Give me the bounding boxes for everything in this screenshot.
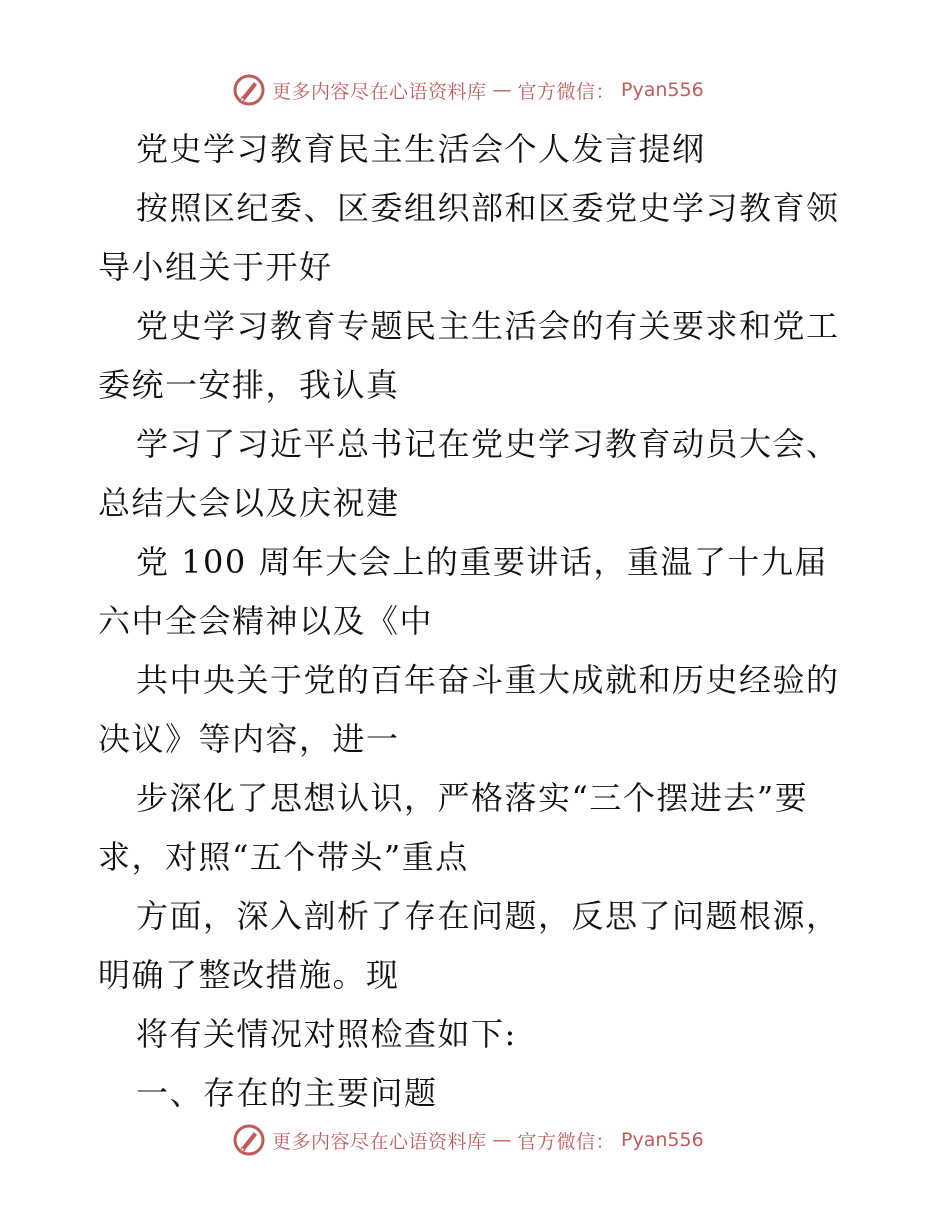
- watermark-text: 更多内容尽在心语资料库: [272, 80, 487, 103]
- doc-line: 明确了整改措施。现: [98, 956, 400, 994]
- doc-line: 共中央关于党的百年奋斗重大成就和历史经验的: [136, 661, 840, 699]
- watermark-footer: [232, 1122, 704, 1158]
- watermark-header: [232, 72, 704, 108]
- doc-line: 按照区纪委、区委组织部和区委党史学习教育领: [136, 189, 840, 227]
- watermark-label: 官方微信：: [517, 80, 616, 103]
- doc-line: 党 100 周年大会上的重要讲话，重温了十九届: [136, 543, 828, 581]
- doc-line: 步深化了思想认识，严格落实“三个摆进去”要: [136, 779, 809, 817]
- pen-logo-icon: [232, 73, 266, 107]
- watermark-label: 官方微信：: [517, 1130, 616, 1153]
- watermark-dash: —: [492, 1129, 512, 1151]
- doc-section-heading: 一、存在的主要问题: [136, 1074, 438, 1112]
- watermark-id: Pyan556: [621, 79, 704, 101]
- doc-line: 六中全会精神以及《中: [98, 602, 434, 640]
- doc-line: 党史学习教育专题民主生活会的有关要求和党工: [136, 307, 840, 345]
- pen-logo-icon: [232, 1123, 266, 1157]
- doc-title: 党史学习教育民主生活会个人发言提纲: [136, 130, 706, 168]
- doc-line: 总结大会以及庆祝建: [98, 484, 400, 522]
- doc-line: 委统一安排，我认真: [98, 366, 400, 404]
- doc-line: 方面，深入剖析了存在问题，反思了问题根源，: [136, 897, 840, 935]
- doc-line: 学习了习近平总书记在党史学习教育动员大会、: [136, 425, 840, 463]
- watermark-dash: —: [492, 79, 512, 101]
- doc-line: 决议》等内容，进一: [98, 720, 400, 758]
- doc-line: 将有关情况对照检查如下:: [136, 1015, 517, 1053]
- watermark-text: 更多内容尽在心语资料库: [272, 1130, 487, 1153]
- doc-line: 导小组关于开好: [98, 248, 333, 286]
- watermark-id: Pyan556: [621, 1129, 704, 1151]
- doc-line: 求，对照“五个带头”重点: [98, 838, 469, 876]
- document-body: [98, 120, 850, 1123]
